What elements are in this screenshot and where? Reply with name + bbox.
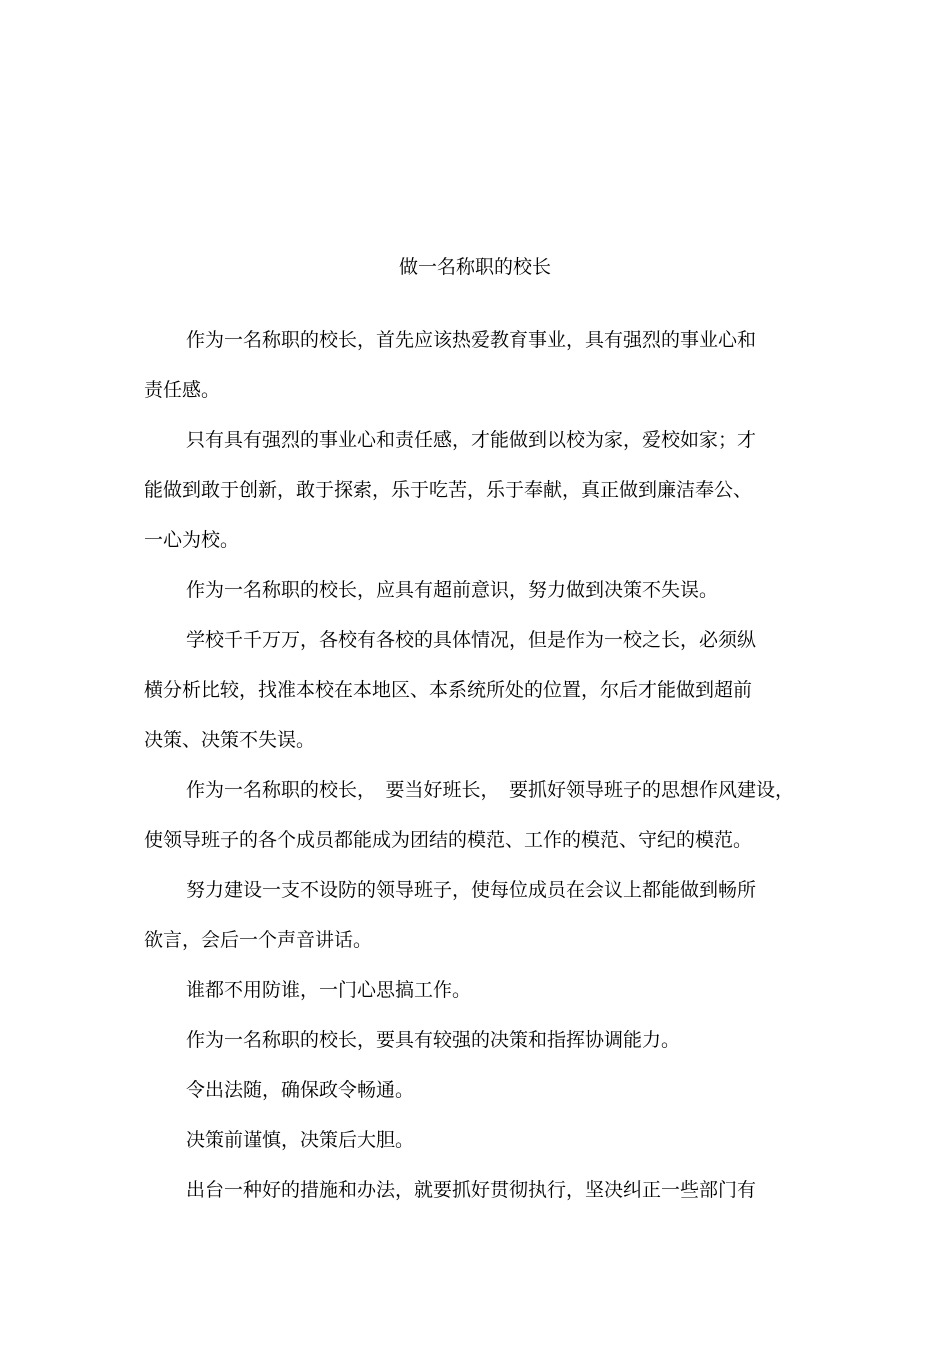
paragraph-line: 作为一名称职的校长，要具有较强的决策和指挥协调能力。	[186, 1029, 681, 1051]
paragraph-line: 作为一名称职的校长， 要当好班长， 要抓好领导班子的思想作风建设，	[186, 779, 795, 801]
paragraph	[144, 415, 804, 565]
paragraph-line: 决策、决策不失误。	[144, 729, 316, 751]
paragraph-line: 作为一名称职的校长，首先应该热爱教育事业，具有强烈的事业心和	[186, 329, 757, 351]
paragraph	[144, 765, 804, 865]
document-body	[144, 315, 804, 1215]
paragraph-line: 一心为校。	[144, 529, 240, 551]
paragraph	[144, 1115, 804, 1165]
paragraph	[144, 315, 804, 415]
paragraph	[144, 1015, 804, 1065]
paragraph-line: 使领导班子的各个成员都能成为团结的模范、工作的模范、守纪的模范。	[144, 829, 753, 851]
document-title: 做一名称职的校长	[398, 256, 551, 278]
paragraph-line: 欲言，会后一个声音讲话。	[144, 929, 373, 951]
paragraph-line: 能做到敢于创新，敢于探索，乐于吃苦，乐于奉献，真正做到廉洁奉公、	[144, 479, 753, 501]
paragraph-line: 令出法随，确保政令畅通。	[186, 1079, 415, 1101]
paragraph	[144, 1065, 804, 1115]
paragraph-line: 努力建设一支不设防的领导班子，使每位成员在会议上都能做到畅所	[186, 879, 757, 901]
paragraph	[144, 965, 804, 1015]
paragraph-line: 作为一名称职的校长，应具有超前意识，努力做到决策不失误。	[186, 579, 719, 601]
paragraph	[144, 565, 804, 615]
paragraph	[144, 865, 804, 965]
paragraph	[144, 1165, 804, 1215]
paragraph-line: 横分析比较，找准本校在本地区、本系统所处的位置，尔后才能做到超前	[144, 679, 753, 701]
paragraph-line: 责任感。	[144, 379, 221, 401]
paragraph	[144, 615, 804, 765]
paragraph-line: 只有具有强烈的事业心和责任感，才能做到以校为家，爱校如家；才	[186, 429, 757, 451]
paragraph-line: 出台一种好的措施和办法，就要抓好贯彻执行，坚决纠正一些部门有	[186, 1179, 757, 1201]
paragraph-line: 谁都不用防谁，一门心思搞工作。	[186, 979, 472, 1001]
paragraph-line: 学校千千万万，各校有各校的具体情况，但是作为一校之长，必须纵	[186, 629, 757, 651]
paragraph-line: 决策前谨慎，决策后大胆。	[186, 1129, 415, 1151]
